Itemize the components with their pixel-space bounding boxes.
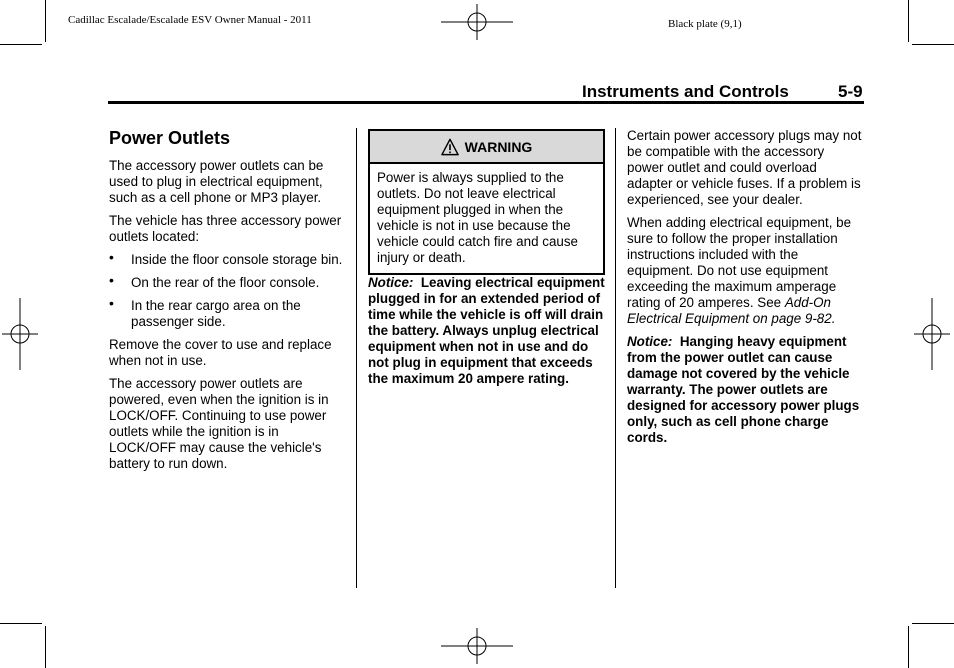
- crop-mark-top-right-v: [908, 0, 909, 42]
- list-item-text: On the rear of the floor console.: [131, 275, 320, 290]
- crop-mark-bottom-left-v: [45, 626, 46, 668]
- list-item-text: In the rear cargo area on the passenger side.: [131, 298, 301, 329]
- page-header-right: Black plate (9,1): [668, 18, 742, 30]
- column-2: [368, 129, 605, 394]
- crop-mark-bottom-right-v: [908, 626, 909, 668]
- warning-title: WARNING: [464, 138, 533, 155]
- page-header-left: Cadillac Escalade/Escalade ESV Owner Manual - 2011: [68, 14, 312, 26]
- notice-label: Notice:: [368, 275, 414, 290]
- column-1: [109, 128, 349, 479]
- warning-box: [368, 129, 605, 275]
- crop-mark-top-right-h: [912, 44, 954, 45]
- registration-mark-icon: [441, 628, 513, 664]
- crop-mark-top-left-v: [45, 0, 46, 42]
- paragraph: The vehicle has three accessory power outlets located:: [109, 213, 342, 244]
- paragraph: The accessory power outlets can be used to plug in electrical equipment, such as a cell phone or MP3 player.: [109, 158, 324, 205]
- list-item-text: Inside the floor console storage bin.: [131, 252, 343, 267]
- list-item: [109, 295, 349, 330]
- bullet-icon: •: [109, 249, 114, 265]
- section-heading: Power Outlets: [109, 128, 231, 148]
- crop-mark-top-left-h: [0, 44, 42, 45]
- notice-text: Leaving electrical equipment plugged in for an extended period of time while the vehicle is off will drain the battery. Always unplug electrical equipment when not in use and do not plug in equipment that exceeds the maximum 20 ampere rating.: [368, 275, 605, 386]
- section-title: Instruments and Controls: [582, 82, 789, 101]
- notice-label: Notice:: [627, 334, 673, 349]
- crop-mark-bottom-right-h: [912, 623, 954, 624]
- registration-mark-icon: [441, 4, 513, 40]
- bullet-icon: •: [109, 272, 114, 288]
- paragraph: Remove the cover to use and replace when not in use.: [109, 337, 332, 368]
- notice: [368, 275, 605, 387]
- list-item: [109, 249, 349, 268]
- paragraph: The accessory power outlets are powered, even when the ignition is in LOCK/OFF. Continuing to use power outlets while the ignition is in LOCK/OFF may cause the vehicle's battery to run down.: [109, 376, 329, 471]
- column-3: [627, 128, 863, 453]
- warning-header: [370, 131, 603, 164]
- warning-body: Power is always supplied to the outlets. Do not leave electrical equipment plugged in when the vehicle is not in use because the vehicle could catch fire and cause injury or death.: [377, 170, 578, 265]
- registration-mark-icon: [914, 298, 950, 370]
- bullet-icon: •: [109, 295, 114, 311]
- page-number: 5-9: [838, 82, 863, 101]
- list-item: [109, 272, 349, 291]
- warning-triangle-icon: [441, 138, 459, 156]
- crop-mark-bottom-left-h: [0, 623, 42, 624]
- notice-text: Hanging heavy equipment from the power outlet can cause damage not covered by the vehicle warranty. The power outlets are designed for accessory power plugs only, such as cell phone charge cords.: [627, 334, 860, 445]
- cross-reference-link[interactable]: Add-On Electrical Equipment on page 9-82.: [627, 295, 836, 326]
- header-rule: [108, 101, 864, 104]
- column-divider: [356, 128, 357, 588]
- notice: [627, 334, 863, 446]
- column-divider: [615, 128, 616, 588]
- paragraph-text: When adding electrical equipment, be sure to follow the proper installation instructions included with the equipment. Do not use equipment exceeding the maximum amperage rating of 20 amperes. See: [627, 215, 852, 310]
- paragraph: [627, 215, 863, 327]
- paragraph: Certain power accessory plugs may not be compatible with the accessory power outlet and could overload adapter or vehicle fuses. If a problem is experienced, see your dealer.: [627, 128, 862, 207]
- registration-mark-icon: [2, 298, 38, 370]
- bullet-list: [109, 249, 349, 330]
